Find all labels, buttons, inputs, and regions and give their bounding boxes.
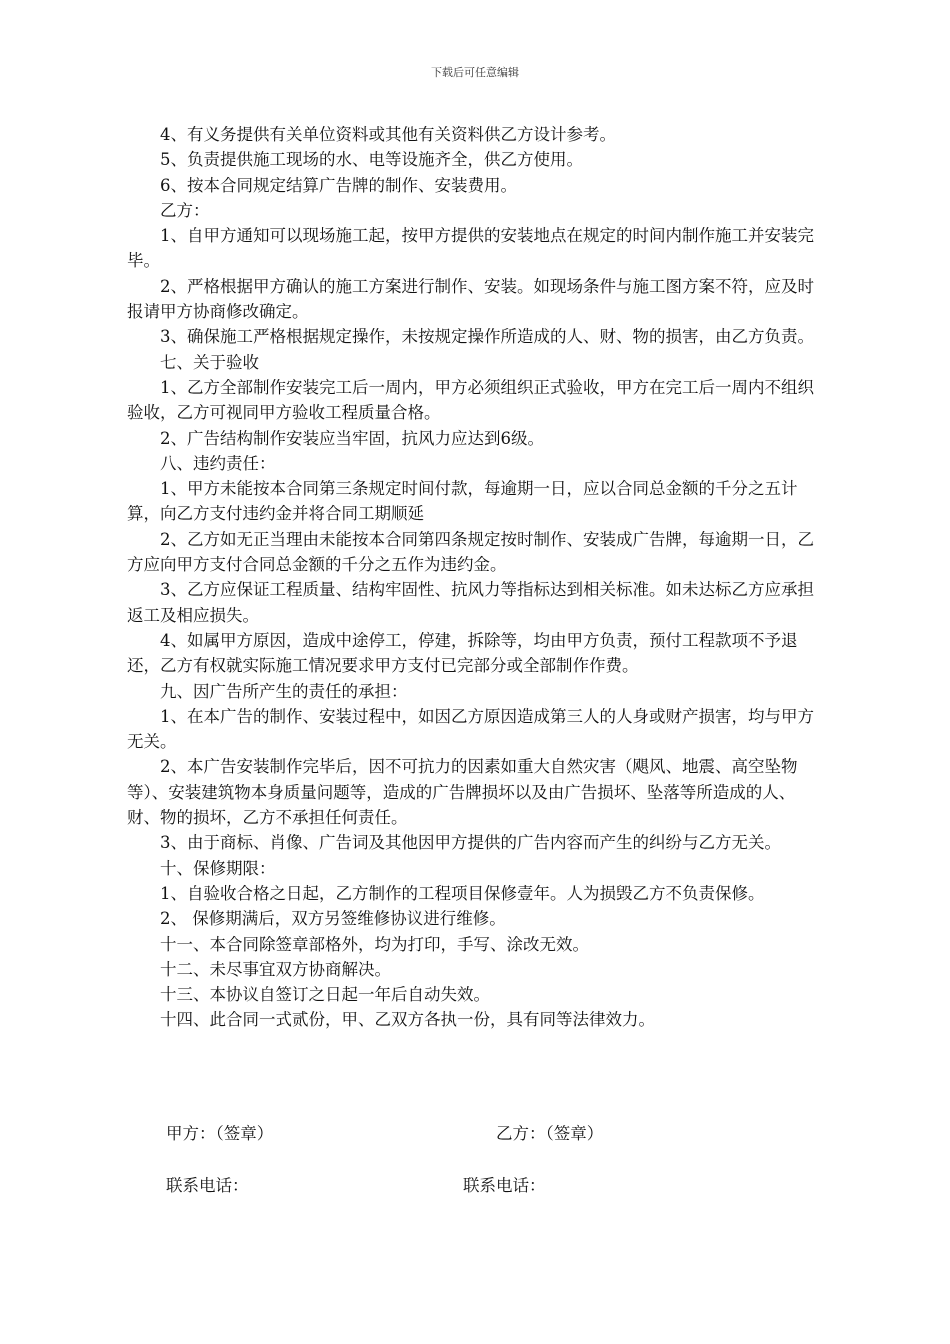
section-heading: 乙方：	[160, 200, 210, 220]
party-b-phone: 联系电话：	[463, 1176, 546, 1195]
section-heading: 七、关于验收	[160, 352, 259, 372]
paragraph: 2、乙方如无正当理由未能按本合同第四条规定按时制作、安装成广告牌，每逾期一日，乙方应向甲方支付合同总金额的千分之五作为违约金。	[127, 529, 814, 575]
paragraph: 5、负责提供施工现场的水、电等设施齐全，供乙方使用。	[160, 150, 583, 170]
paragraph: 十四、此合同一式贰份，甲、乙双方各执一份，具有同等法律效力。	[160, 1010, 655, 1030]
paragraph: 1、自甲方通知可以现场施工起，按甲方提供的安装地点在规定的时间内制作施工并安装完毕。	[127, 226, 814, 271]
party-b-signature: 乙方：（签章）	[496, 1124, 604, 1143]
paragraph: 1、在本广告的制作、安装过程中，如因乙方原因造成第三人的人身或财产损害，均与甲方无关。	[127, 706, 814, 752]
paragraph: 1、自验收合格之日起，乙方制作的工程项目保修壹年。人为损毁乙方不负责保修。	[160, 883, 765, 903]
party-a-signature: 甲方：（签章）	[166, 1124, 274, 1143]
paragraph: 1、乙方全部制作安装完工后一周内，甲方必须组织正式验收，甲方在完工后一周内不组织验收，乙方可视同甲方验收工程质量合格。	[127, 377, 814, 423]
paragraph: 2、本广告安装制作完毕后，因不可抗力的因素如重大自然灾害（飓风、地震、高空坠物等）、安装建筑物本身质量问题等，造成的广告牌损坏以及由广告损坏、坠落等所造成的人、财、物的损坏，乙方不承担任何责任。	[127, 757, 798, 828]
paragraph: 4、有义务提供有关单位资料或其他有关资料供乙方设计参考。	[160, 125, 616, 144]
paragraph: 4、如属甲方原因，造成中途停工，停建，拆除等，均由甲方负责，预付工程款项不予退还，乙方有权就实际施工情况要求甲方支付已完部分或全部制作作费。	[127, 630, 798, 676]
section-heading: 八、违约责任：	[160, 453, 276, 473]
paragraph: 2、严格根据甲方确认的施工方案进行制作、安装。如现场条件与施工图方案不符，应及时报请甲方协商修改确定。	[127, 276, 814, 322]
contract-body	[127, 122, 827, 1033]
section-heading: 九、因广告所产生的责任的承担：	[160, 681, 408, 701]
paragraph: 1、甲方未能按本合同第三条规定时间付款，每逾期一日，应以合同总金额的千分之五计算，向乙方支付违约金并将合同工期顺延	[127, 479, 798, 524]
paragraph: 2、广告结构制作安装应当牢固，抗风力应达到6级。	[160, 428, 544, 448]
paragraph: 十一、本合同除签章部格外，均为打印，手写、涂改无效。	[160, 934, 589, 954]
page-header: 下载后可任意编辑	[431, 66, 519, 79]
paragraph: 3、乙方应保证工程质量、结构牢固性、抗风力等指标达到相关标准。如未达标乙方应承担返工及相应损失。	[127, 580, 814, 625]
paragraph: 2、 保修期满后，双方另签维修协议进行维修。	[160, 909, 506, 929]
paragraph: 十三、本协议自签订之日起一年后自动失效。	[160, 985, 490, 1005]
paragraph: 3、由于商标、肖像、广告词及其他因甲方提供的广告内容而产生的纠纷与乙方无关。	[160, 833, 781, 853]
paragraph: 3、确保施工严格根据规定操作，未按规定操作所造成的人、财、物的损害，由乙方负责。	[160, 327, 814, 347]
section-heading: 十、保修期限：	[160, 858, 276, 878]
party-a-phone: 联系电话：	[166, 1176, 249, 1195]
paragraph: 十二、未尽事宜双方协商解决。	[160, 959, 391, 979]
paragraph: 6、按本合同规定结算广告牌的制作、安装费用。	[160, 175, 517, 195]
